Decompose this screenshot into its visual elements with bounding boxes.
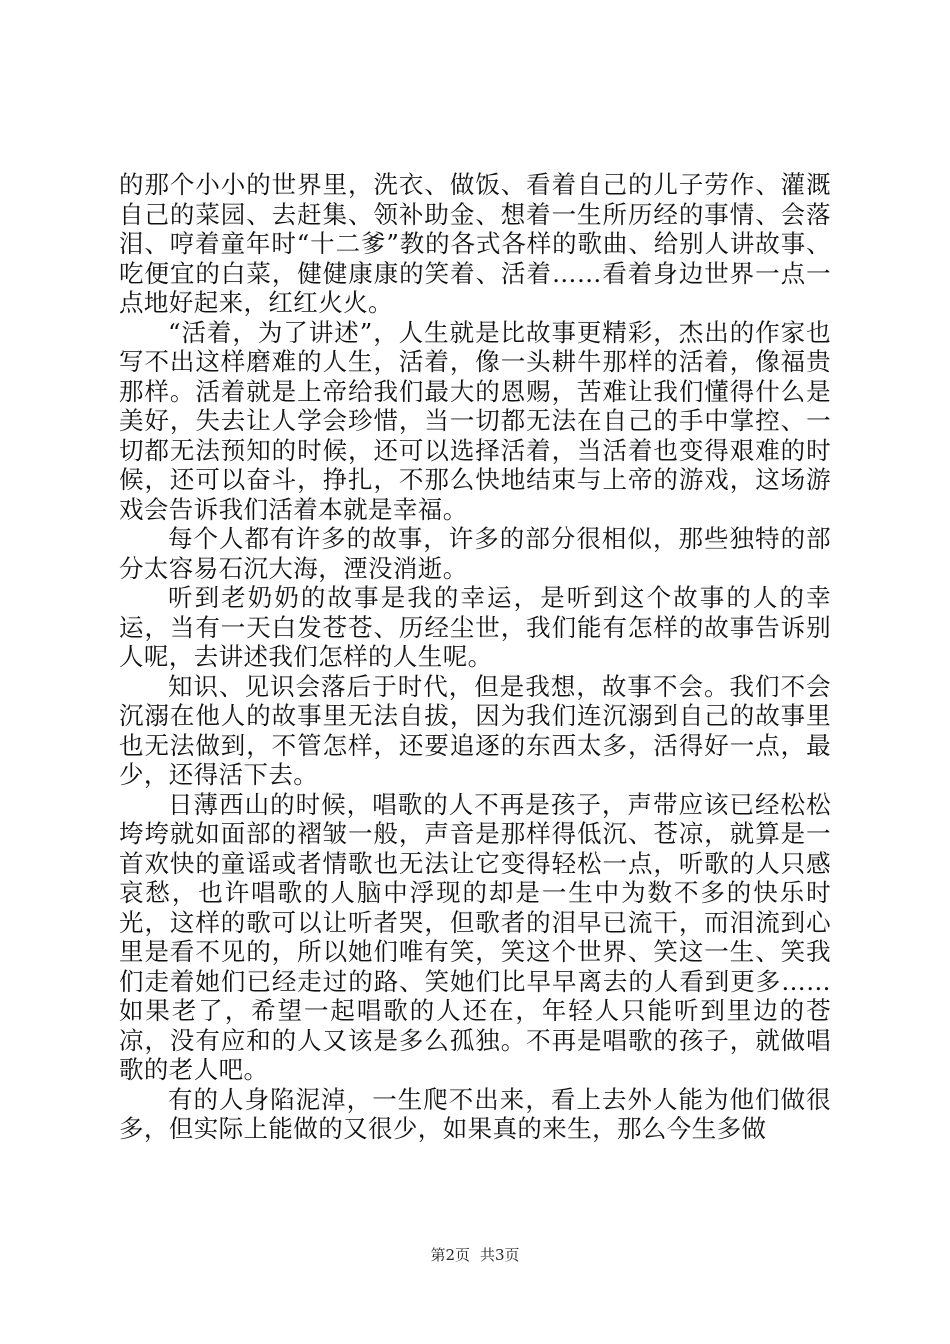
paragraph-4: 听到老奶奶的故事是我的幸运，是听到这个故事的人的幸运，当有一天白发苍苍、历经尘世，我们能有怎样的故事告诉别人呢，去讲述我们怎样的人生呢。 <box>119 583 831 671</box>
page-footer <box>0 1244 950 1265</box>
paragraph-7: 有的人身陷泥淖，一生爬不出来，看上去外人能为他们做很多，但实际上能做的又很少，如果真的来生，那么今生多做 <box>119 1084 831 1143</box>
page-number: 第2页 <box>430 1246 470 1264</box>
paragraph-6: 日薄西山的时候，唱歌的人不再是孩子，声带应该已经松松垮垮就如面部的褶皱一般，声音是那样得低沉、苍凉，就算是一首欢快的童谣或者情歌也无法让它变得轻松一点，听歌的人只感哀愁，也许唱歌的人脑中浮现的却是一生中为数不多的快乐时光，这样的歌可以让听者哭，但歌者的泪早已流干，而泪流到心里是看不见的，所以她们唯有笑，笑这个世界、笑这一生、笑我们走着她们已经走过的路、笑她们比早早离去的人看到更多……如果老了，希望一起唱歌的人还在，年轻人只能听到里边的苍凉，没有应和的人又该是多么孤独。不再是唱歌的孩子，就做唱歌的老人吧。 <box>119 789 831 1084</box>
paragraph-5: 知识、见识会落后于时代，但是我想，故事不会。我们不会沉溺在他人的故事里无法自拔，因为我们连沉溺到自己的故事里也无法做到，不管怎样，还要追逐的东西太多，活得好一点，最少，还得活下去。 <box>119 671 831 789</box>
document-body <box>119 170 831 1144</box>
paragraph-3: 每个人都有许多的故事，许多的部分很相似，那些独特的部分太容易石沉大海，湮没消逝。 <box>119 524 831 583</box>
page-total: 共3页 <box>480 1246 520 1264</box>
paragraph-2: “活着，为了讲述”，人生就是比故事更精彩，杰出的作家也写不出这样磨难的人生，活着，像一头耕牛那样的活着，像福贵那样。活着就是上帝给我们最大的恩赐，苦难让我们懂得什么是美好，失去让人学会珍惜，当一切都无法在自己的手中掌控、一切都无法预知的时候，还可以选择活着，当活着也变得艰难的时候，还可以奋斗，挣扎，不那么快地结束与上帝的游戏，这场游戏会告诉我们活着本就是幸福。 <box>119 317 831 524</box>
paragraph-1: 的那个小小的世界里，洗衣、做饭、看着自己的儿子劳作、灌溉自己的菜园、去赶集、领补助金、想着一生所历经的事情、会落泪、哼着童年时“十二爹”教的各式各样的歌曲、给别人讲故事、吃便宜的白菜，健健康康的笑着、活着……看着身边世界一点一点地好起来，红红火火。 <box>119 170 831 317</box>
